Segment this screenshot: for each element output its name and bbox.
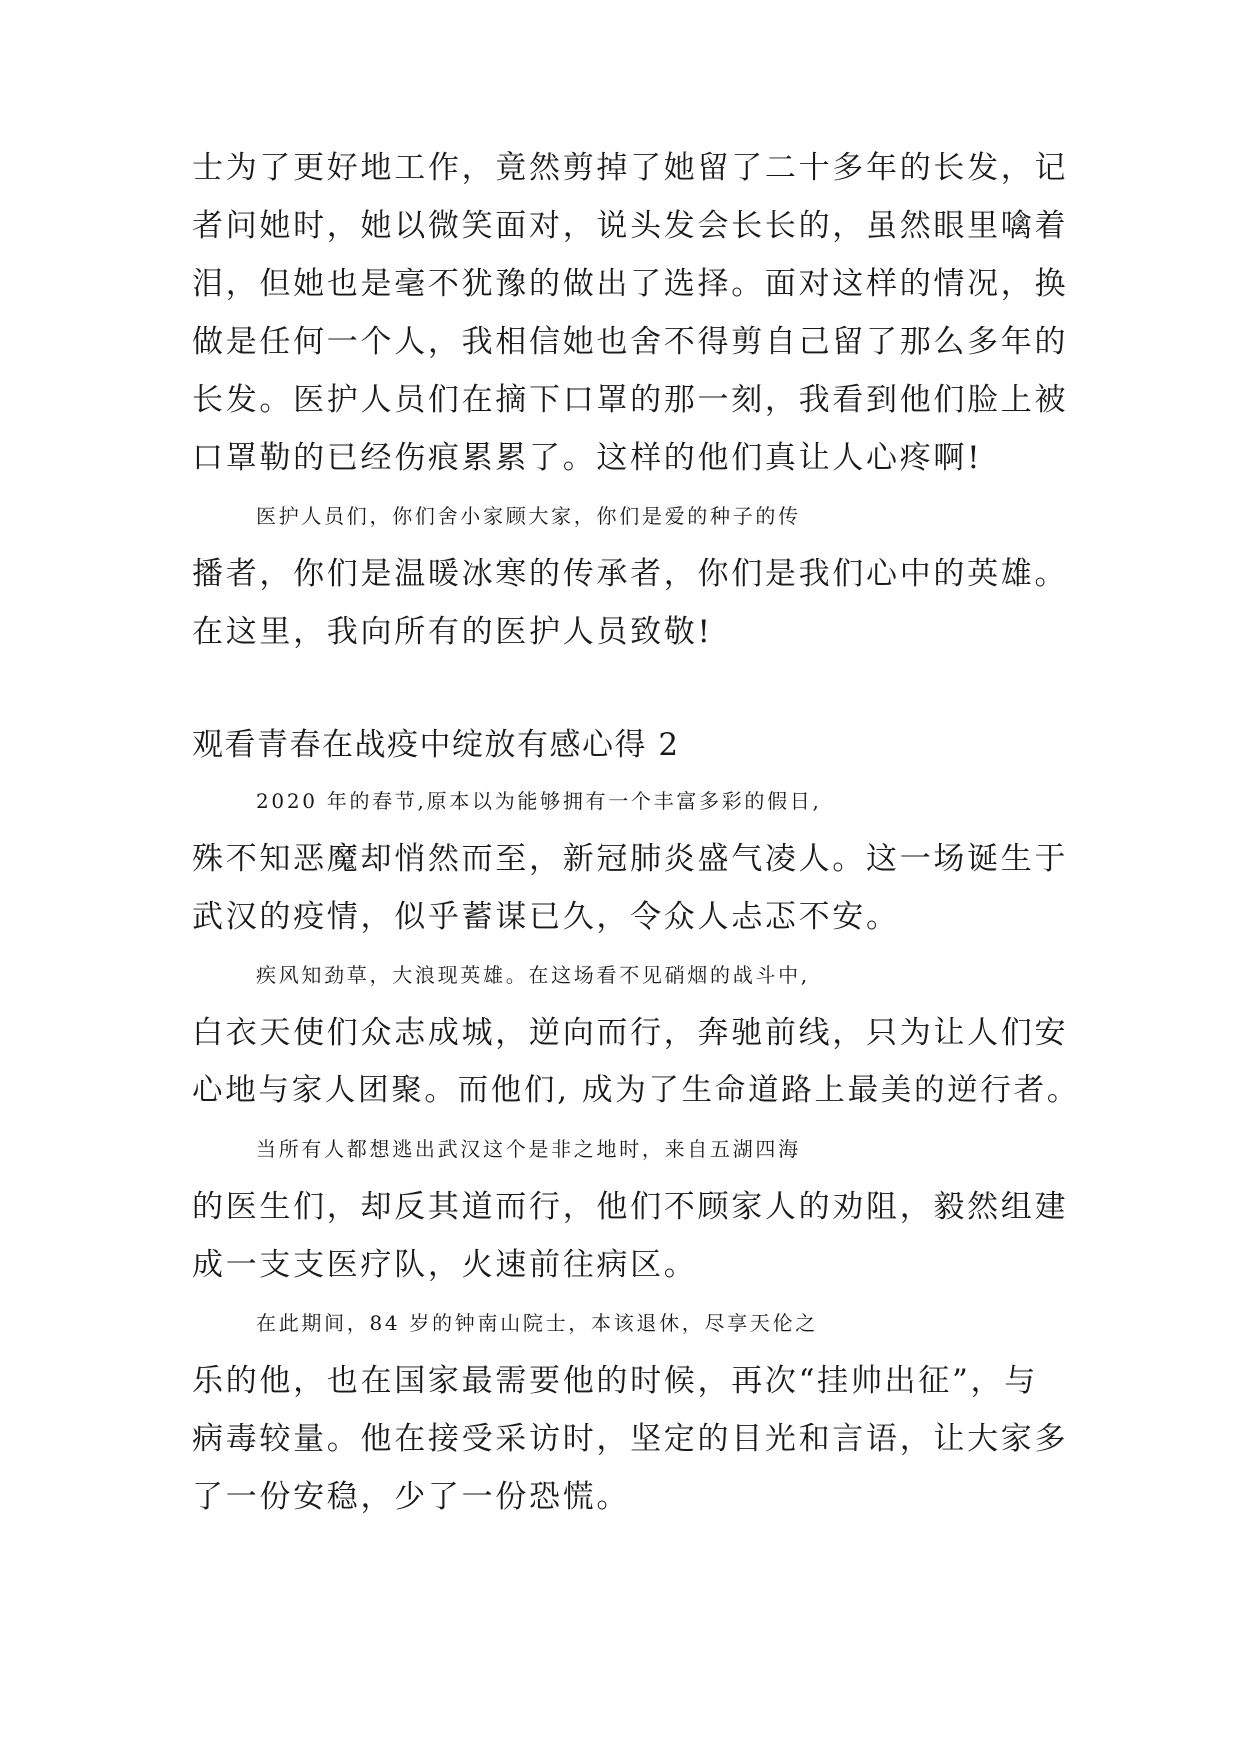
paragraph-line: 长发。医护人员们在摘下口罩的那一刻，我看到他们脸上被 [192, 382, 1069, 418]
paragraph-line: 2020 年的春节,原本以为能够拥有一个丰富多彩的假日, [256, 789, 822, 813]
paragraph-line: 在此期间，84 岁的钟南山院士，本该退休，尽享天伦之 [256, 1311, 819, 1335]
paragraph-line: 成一支支医疗队，火速前往病区。 [192, 1247, 698, 1283]
paragraph-line: 疾风知劲草，大浪现英雄。在这场看不见硝烟的战斗中, [256, 963, 810, 987]
paragraph-line: 士为了更好地工作，竟然剪掉了她留了二十多年的长发，记 [192, 150, 1069, 186]
paragraph-line: 泪，但她也是毫不犹豫的做出了选择。面对这样的情况，换 [192, 266, 1069, 302]
paragraph-line: 殊不知恶魔却悄然而至，新冠肺炎盛气凌人。这一场诞生于 [192, 841, 1069, 877]
paragraph-line: 医护人员们，你们舍小家顾大家，你们是爱的种子的传 [256, 504, 801, 528]
paragraph-line: 在这里，我向所有的医护人员致敬! [192, 614, 713, 650]
paragraph-line: 当所有人都想逃出武汉这个是非之地时，来自五湖四海 [256, 1137, 801, 1161]
paragraph-line: 做是任何一个人，我相信她也舍不得剪自己留了那么多年的 [192, 324, 1069, 360]
paragraph-line: 播者，你们是温暖冰寒的传承者，你们是我们心中的英雄。 [192, 556, 1069, 592]
section-title: 观看青春在战疫中绽放有感心得 2 [192, 727, 680, 763]
paragraph-line: 的医生们，却反其道而行，他们不顾家人的劝阻，毅然组建 [192, 1189, 1069, 1225]
paragraph-line: 心地与家人团聚。而他们, 成为了生命道路上最美的逆行者。 [192, 1073, 1080, 1108]
paragraph-line: 乐的他，也在国家最需要他的时候，再次“挂帅出征”，与 [192, 1363, 1038, 1399]
paragraph-line: 口罩勒的已经伤痕累累了。这样的他们真让人心疼啊! [192, 440, 983, 476]
paragraph-line: 武汉的疫情，似乎蓄谋已久，令众人忐忑不安。 [192, 899, 900, 935]
paragraph-line: 白衣天使们众志成城，逆向而行，奔驰前线，只为让人们安 [192, 1015, 1069, 1051]
paragraph-line: 病毒较量。他在接受采访时，坚定的目光和言语，让大家多 [192, 1421, 1069, 1457]
paragraph-line: 者问她时，她以微笑面对，说头发会长长的，虽然眼里噙着 [192, 208, 1069, 244]
paragraph-line: 了一份安稳，少了一份恐慌。 [192, 1479, 631, 1515]
